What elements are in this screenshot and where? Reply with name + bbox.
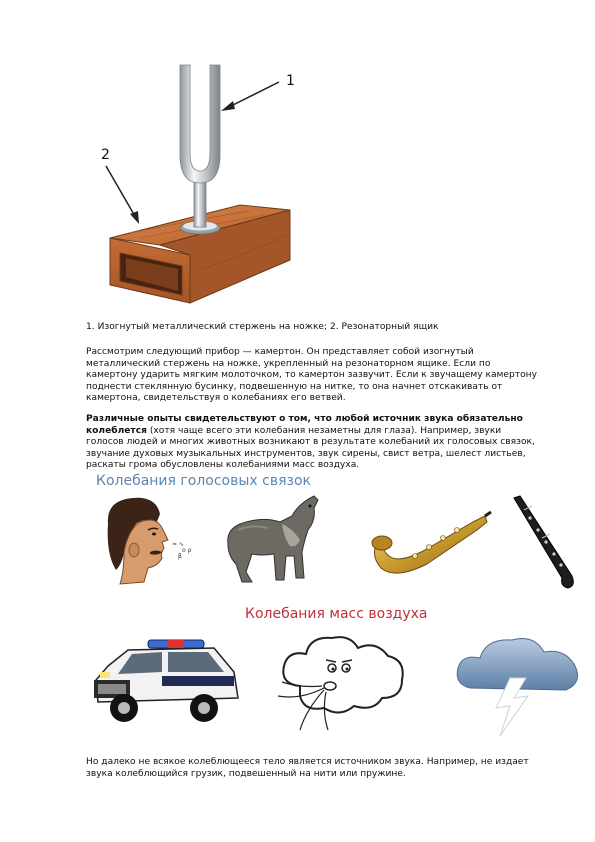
arrow-to-box <box>100 160 145 230</box>
blowing-cloud-icon <box>270 630 415 735</box>
heading-vocal-cords: Колебания голосовых связок <box>96 473 311 489</box>
label-2: 2 <box>101 147 110 163</box>
clarinet-icon <box>508 494 580 590</box>
paragraph-continuation: (хотя чаще всего эти колебания незаметны для глаза). Например, звуки голосов людей и многих животных возникают в результате колебаний их голосовых связок, звучание духовых музыкальных инструментов, звук сирены, свист ветра, шелест листьев, раскаты грома обусловлены колебаниями масс воздуха. <box>86 425 535 471</box>
paragraph-tuning-fork: Рассмотрим следующий прибор — камертон. Он представляет собой изогнутый металлический стержень на ножке, укрепленный на резонаторном ящике. Если по камертону ударить мягким молоточком, то камертон зазвучит. Если к звучащему камертону поднести стеклянную бусинку, подвешенную на нитке, то она начнет отскакивать от камертона, свидетельствуя о колебаниях его ветвей. <box>86 347 537 404</box>
man-speaking-icon <box>98 494 208 588</box>
svg-text:ο ρ: ο ρ <box>182 547 192 554</box>
howling-wolf-icon <box>222 494 334 586</box>
thunderstorm-cloud-icon <box>452 632 582 740</box>
saxophone-icon <box>365 510 493 582</box>
label-1: 1 <box>286 73 295 89</box>
svg-text:β: β <box>178 553 182 560</box>
svg-text:≈ ∿: ≈ ∿ <box>172 541 184 548</box>
heading-air-masses: Колебания масс воздуха <box>245 606 428 622</box>
paragraph-non-sounding-body: Но далеко не всякое колеблющееся тело является источником звука. Например, не издает звука колеблющийся грузик, подвешенный на нити или пружине. <box>86 757 529 779</box>
paragraph-bold-statement: Различные опыты свидетельствуют о том, что любой источник звука обязательно колеблется <box>86 414 523 436</box>
police-car-icon <box>88 636 248 731</box>
figure-caption: 1. Изогнутый металлический стержень на ножке; 2. Резонаторный ящик <box>86 322 439 332</box>
paragraph-sound-sources <box>86 414 541 472</box>
